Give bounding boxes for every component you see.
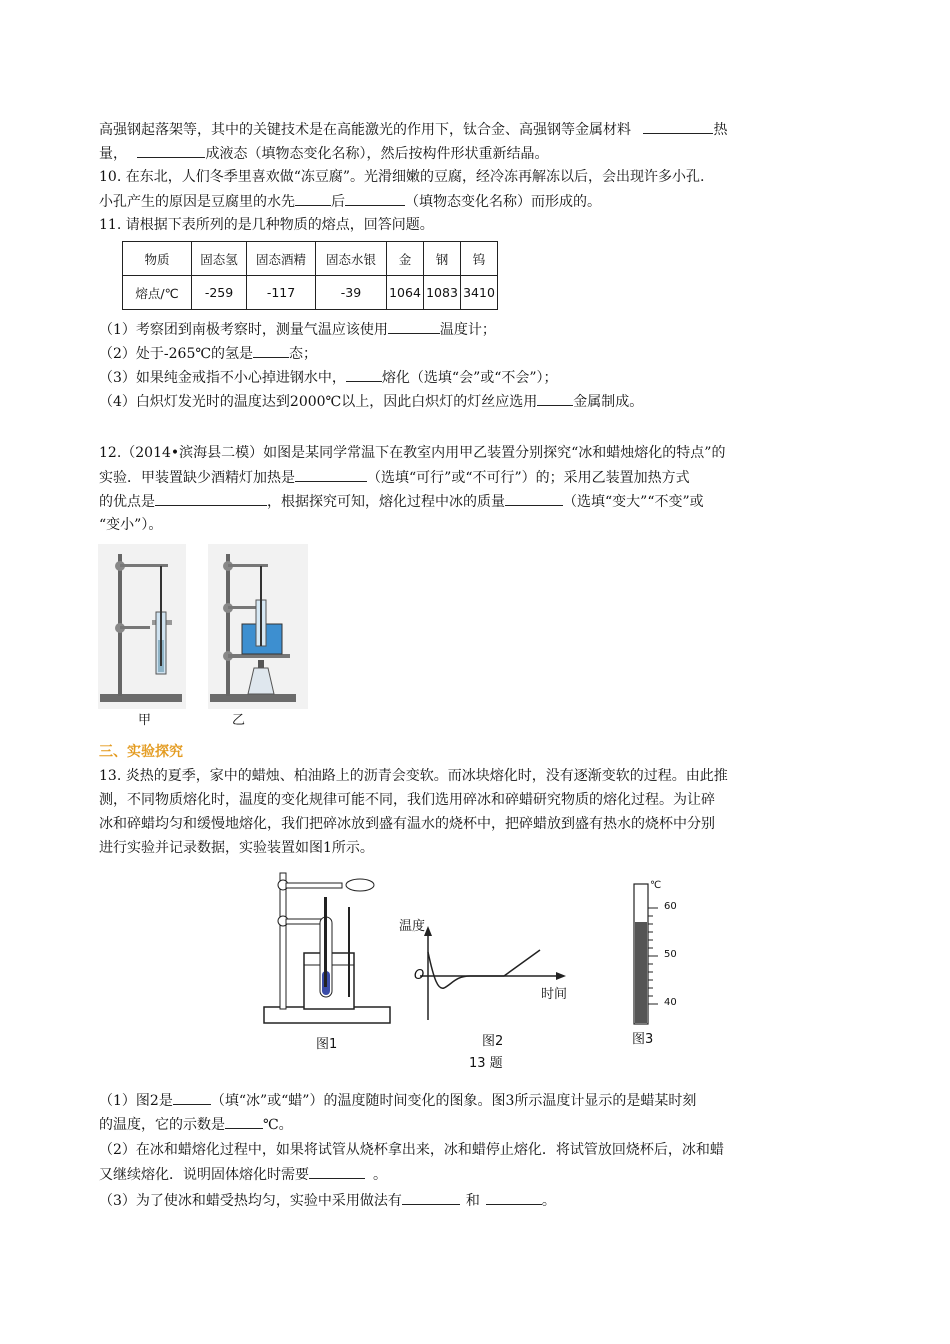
x-axis-label: 时间: [541, 987, 568, 1002]
figure-1-apparatus: [260, 867, 400, 1032]
question-13-part-1-line-1: （1）图2是 （填“冰”或“蜡”）的温度随时间变化的图象。图3所示温度计显示的是蜡某时刻: [99, 1089, 696, 1112]
table-cell: 1083: [424, 276, 461, 310]
answer-blank[interactable]: [402, 1189, 460, 1205]
tick-label: 60: [664, 901, 677, 912]
origin-label: O: [414, 968, 425, 983]
answer-blank[interactable]: [345, 190, 405, 206]
figure-1-label: 图1: [316, 1037, 338, 1052]
answer-blank[interactable]: [137, 142, 205, 158]
answer-blank[interactable]: [173, 1089, 211, 1105]
q12-apparatus-figure: [98, 544, 308, 709]
table-cell: -117: [247, 276, 316, 310]
question-11-part-4: （4）白炽灯发光时的温度达到2000℃以上，因此白炽灯的灯丝应选用 金属制成。: [99, 390, 643, 413]
answer-blank[interactable]: [295, 466, 367, 482]
question-13-part-1-line-2: 的温度，它的示数是 ℃。: [99, 1113, 293, 1136]
answer-blank[interactable]: [225, 1113, 263, 1129]
table-cell: -259: [192, 276, 247, 310]
question-11-title: 11. 请根据下表所列的是几种物质的熔点，回答问题。: [99, 217, 434, 233]
stand-yi-drawing: [208, 544, 308, 709]
thermometer-unit: ℃: [650, 880, 662, 891]
question-11-part-1: （1）考察团到南极考察时，测量气温应该使用 温度计；: [99, 318, 496, 341]
question-12-line-2: 实验．甲装置缺少酒精灯加热是 （选填“可行”或“不可行”）的；采用乙装置加热方式: [99, 466, 690, 489]
y-axis-label: 温度: [399, 919, 426, 934]
table-row: [123, 276, 498, 310]
table-cell: 1064: [387, 276, 424, 310]
answer-blank[interactable]: [253, 342, 289, 358]
figure-2-label: 图2: [482, 1034, 504, 1049]
figure-label-yi: 乙: [232, 713, 246, 728]
table-cell: -39: [316, 276, 387, 310]
text-line-2: 量， 成液态（填物态变化名称），然后按构件形状重新结晶。: [99, 142, 548, 165]
answer-blank[interactable]: [486, 1189, 542, 1205]
question-11-part-3: （3）如果纯金戒指不小心掉进钢水中， 熔化（选填“会”或“不会”）；: [99, 366, 558, 389]
y-axis-arrow: [424, 926, 432, 936]
answer-blank[interactable]: [643, 118, 713, 134]
tick-label: 50: [664, 949, 677, 960]
table-cell: 3410: [461, 276, 498, 310]
table-cell: 固态酒精: [247, 242, 316, 276]
section-title: 三、实验探究: [99, 744, 183, 760]
answer-blank[interactable]: [388, 318, 440, 334]
answer-blank[interactable]: [537, 390, 573, 406]
question-13-part-3: （3）为了使冰和蜡受热均匀，实验中采用做法有 和 。: [99, 1189, 556, 1212]
question-13-part-2-line-2: 又继续熔化．说明固体熔化时需要 。: [99, 1163, 387, 1186]
table-cell: 钨: [461, 242, 498, 276]
question-13-part-2-line-1: （2）在冰和蜡熔化过程中，如果将试管从烧杯拿出来，冰和蜡停止熔化．将试管放回烧杯后，冰和蜡: [99, 1142, 724, 1158]
answer-blank[interactable]: [295, 190, 331, 206]
question-12-line-1: 12.（2014•滨海县二模）如图是某同学常温下在教室内用甲乙装置分别探究“冰和蜡烛熔化的特点”的: [99, 445, 726, 461]
question-13-line-2: 测，不同物质熔化时，温度的变化规律可能不同，我们选用碎冰和碎蜡研究物质的熔化过程。为让碎: [99, 792, 715, 808]
table-cell: 熔点/℃: [123, 276, 192, 310]
x-axis-arrow: [556, 972, 566, 980]
question-12-line-3: 的优点是 ，根据探究可知，熔化过程中冰的质量 （选填“变大”“不变”或: [99, 490, 704, 513]
question-12-line-4: “变小”）。: [99, 517, 163, 533]
question-13-line-1: 13. 炎热的夏季，家中的蜡烛、柏油路上的沥青会变软。而冰块熔化时，没有逐渐变软的过程。由此推: [99, 768, 728, 784]
melting-point-table: [122, 241, 498, 310]
question-10-line-1: 10. 在东北，人们冬季里喜欢做“冻豆腐”。光滑细嫩的豆腐，经冷冻再解冻以后，会出现许多小孔.: [99, 169, 705, 185]
answer-blank[interactable]: [346, 366, 382, 382]
figure-label-jia: 甲: [138, 713, 152, 728]
answer-blank[interactable]: [155, 490, 267, 506]
table-cell: 固态氢: [192, 242, 247, 276]
table-header-row: [123, 242, 498, 276]
table-cell: 固态水银: [316, 242, 387, 276]
question-11-part-2: （2）处于-265℃的氢是 态；: [99, 342, 317, 365]
question-13-line-4: 进行实验并记录数据，实验装置如图1所示。: [99, 840, 374, 856]
question-13-line-3: 冰和碎蜡均匀和缓慢地熔化，我们把碎冰放到盛有温水的烧杯中，把碎蜡放到盛有热水的烧杯中分别: [99, 816, 715, 832]
thermometer-liquid: [635, 922, 647, 1023]
stand-jia-drawing: [98, 544, 186, 709]
table-cell: 钢: [424, 242, 461, 276]
answer-blank[interactable]: [505, 490, 563, 506]
figure-3-thermometer: [628, 880, 698, 1025]
table-cell: 金: [387, 242, 424, 276]
figure-3-label: 图3: [632, 1032, 654, 1047]
tick-label: 40: [664, 997, 677, 1008]
table-cell: 物质: [123, 242, 192, 276]
temperature-curve: [428, 950, 540, 988]
text-line-1: 高强钢起落架等，其中的关键技术是在高能激光的作用下，钛合金、高强钢等金属材料 热: [99, 118, 727, 141]
figure-caption: 13 题: [469, 1056, 503, 1071]
question-10-line-2: 小孔产生的原因是豆腐里的水先 后 （填物态变化名称）而形成的。: [99, 190, 601, 213]
answer-blank[interactable]: [309, 1163, 365, 1179]
